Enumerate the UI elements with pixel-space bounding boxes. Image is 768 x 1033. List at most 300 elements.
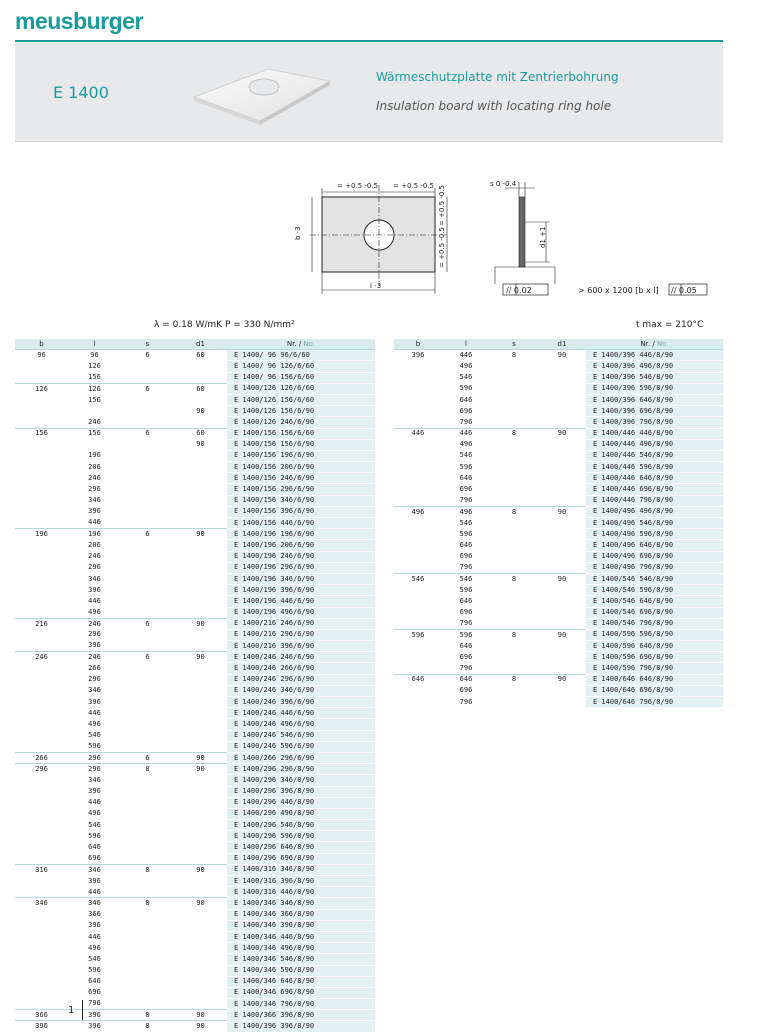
table-row: [15, 372, 375, 383]
cell-nr: E 1400/216 246/6/90: [227, 618, 375, 629]
cell-d1: [174, 797, 227, 808]
cell-nr: E 1400/496 796/8/90: [586, 562, 723, 573]
table-row: [15, 641, 375, 652]
cell-s: [121, 394, 174, 405]
cell-d1: 90: [538, 629, 586, 640]
cell-nr: E 1400/346 696/8/90: [227, 987, 375, 998]
cell-d1: [538, 372, 586, 383]
col-l: l: [68, 339, 121, 350]
cell-l: 546: [442, 573, 490, 584]
table-row: [15, 976, 375, 987]
cell-b: [15, 551, 68, 562]
cell-nr: E 1400/446 796/8/90: [586, 495, 723, 506]
cell-d1: [174, 999, 227, 1010]
cell-b: [15, 976, 68, 987]
cell-s: [121, 417, 174, 428]
cell-s: 6: [121, 428, 174, 439]
cell-nr: E 1400/156 446/6/90: [227, 518, 375, 529]
cell-nr: E 1400/296 396/8/90: [227, 786, 375, 797]
cell-nr: E 1400/126 126/6/60: [227, 383, 375, 394]
table-row: [394, 506, 723, 517]
table-row: [15, 685, 375, 696]
table-row: [15, 406, 375, 417]
cell-l: 206: [88, 540, 101, 549]
table-row: [394, 406, 723, 417]
cell-nr: E 1400/346 446/8/90: [227, 931, 375, 942]
cell-nr: E 1400/396 646/8/90: [586, 394, 723, 405]
cell-d1: [538, 641, 586, 652]
cell-l: 796: [459, 663, 473, 672]
cell-b: [394, 439, 442, 450]
cell-nr: E 1400/546 796/8/90: [586, 618, 723, 629]
cell-s: [121, 450, 174, 461]
table-row: [394, 585, 723, 596]
cell-d1: [538, 551, 586, 562]
cell-l: [68, 439, 121, 450]
b-dimension: b -3: [294, 226, 302, 240]
top-tol-left: = +0.5 -0.5: [337, 182, 378, 190]
cell-b: 96: [15, 350, 68, 361]
cell-s: [490, 439, 538, 450]
cell-l: 296: [88, 563, 101, 572]
cell-l: 796: [88, 999, 101, 1008]
cell-d1: 90: [174, 618, 227, 629]
cell-l: 796: [459, 417, 473, 426]
table-row: [15, 697, 375, 708]
cell-s: [490, 406, 538, 417]
cell-nr: E 1400/196 196/6/90: [227, 529, 375, 540]
table-row: [394, 462, 723, 473]
table-row: [15, 898, 375, 909]
cell-b: [15, 887, 68, 898]
cell-s: [490, 596, 538, 607]
cell-d1: [174, 719, 227, 730]
cell-d1: [538, 697, 586, 708]
cell-b: [15, 462, 68, 473]
cell-l: 156: [88, 372, 101, 381]
cell-d1: [174, 820, 227, 831]
cell-l: 196: [68, 529, 121, 540]
cell-s: [490, 618, 538, 629]
cell-l: 156: [88, 395, 101, 404]
cell-b: [394, 551, 442, 562]
cell-b: [394, 484, 442, 495]
cell-l: 596: [88, 966, 101, 975]
title-english: Insulation board with locating ring hole: [376, 99, 612, 113]
table-row: [394, 607, 723, 618]
cell-d1: [538, 473, 586, 484]
cell-b: [394, 540, 442, 551]
cell-b: [394, 618, 442, 629]
cell-b: [15, 585, 68, 596]
table-row: [15, 484, 375, 495]
cell-l: 496: [459, 361, 473, 370]
cell-l: 346: [88, 775, 101, 784]
cell-l: 596: [459, 529, 473, 538]
cell-b: [15, 775, 68, 786]
cell-nr: E 1400/316 396/8/90: [227, 876, 375, 887]
cell-s: [121, 909, 174, 920]
cell-s: [121, 629, 174, 640]
cell-b: [394, 417, 442, 428]
cell-s: [121, 741, 174, 752]
cell-d1: [538, 596, 586, 607]
cell-nr: E 1400/296 346/8/90: [227, 775, 375, 786]
cell-b: [15, 495, 68, 506]
cell-nr: E 1400/396 596/8/90: [586, 383, 723, 394]
cell-nr: E 1400/346 796/8/90: [227, 999, 375, 1010]
table-row: [15, 808, 375, 819]
cell-l: 396: [88, 697, 101, 706]
cell-nr: E 1400/126 246/6/90: [227, 417, 375, 428]
table-row: [394, 618, 723, 629]
cell-d1: [174, 943, 227, 954]
cell-s: [121, 853, 174, 864]
cell-d1: 90: [174, 764, 227, 775]
cell-s: 8: [490, 428, 538, 439]
cell-s: [490, 641, 538, 652]
table-row: [15, 573, 375, 584]
cell-b: [15, 987, 68, 998]
cell-nr: E 1400/246 446/6/90: [227, 708, 375, 719]
cell-d1: [174, 887, 227, 898]
cell-b: 156: [15, 428, 68, 439]
cell-s: [490, 450, 538, 461]
cell-s: [121, 842, 174, 853]
cell-d1: [174, 954, 227, 965]
cell-nr: E 1400/446 696/8/90: [586, 484, 723, 495]
cell-l: 596: [459, 384, 473, 393]
table-row: [394, 641, 723, 652]
cell-l: 346: [88, 686, 101, 695]
cell-nr: E 1400/296 546/8/90: [227, 820, 375, 831]
cell-l: 496: [442, 506, 490, 517]
cell-d1: 90: [538, 674, 586, 685]
cell-l: 646: [442, 674, 490, 685]
cell-d1: [174, 394, 227, 405]
cell-b: [15, 943, 68, 954]
cell-b: [394, 529, 442, 540]
table-row: [394, 663, 723, 674]
cell-l: 396: [88, 507, 101, 516]
cell-s: [490, 518, 538, 529]
table-row: [394, 652, 723, 663]
cell-nr: E 1400/216 296/6/90: [227, 629, 375, 640]
table-row: [15, 618, 375, 629]
cell-s: [121, 976, 174, 987]
s-dimension: s 0 -0.4: [490, 180, 517, 188]
cell-b: [394, 462, 442, 473]
cell-nr: E 1400/266 296/6/90: [227, 752, 375, 763]
cell-l: 496: [88, 607, 101, 616]
col-b: b: [15, 339, 68, 350]
cell-nr: E 1400/156 296/6/90: [227, 484, 375, 495]
cell-l: 396: [88, 641, 101, 650]
cell-b: [15, 954, 68, 965]
cell-b: [394, 607, 442, 618]
cell-nr: E 1400/646 646/8/90: [586, 674, 723, 685]
cell-d1: [538, 518, 586, 529]
cell-s: [121, 775, 174, 786]
table-row: [15, 887, 375, 898]
cell-nr: E 1400/196 296/6/90: [227, 562, 375, 573]
cell-d1: [174, 987, 227, 998]
table-row: [15, 462, 375, 473]
cell-nr: E 1400/296 596/8/90: [227, 831, 375, 842]
cell-s: [121, 920, 174, 931]
cell-s: [121, 808, 174, 819]
cell-d1: [174, 540, 227, 551]
cell-s: 8: [490, 674, 538, 685]
cell-d1: [538, 585, 586, 596]
technical-drawing: [0, 0, 768, 320]
cell-d1: 90: [174, 1010, 227, 1021]
cell-b: 196: [15, 529, 68, 540]
cell-d1: [174, 931, 227, 942]
col-s: s: [121, 339, 174, 350]
cell-d1: 90: [538, 428, 586, 439]
table-row: [15, 797, 375, 808]
cell-s: 8: [121, 1021, 174, 1032]
cell-b: 126: [15, 383, 68, 394]
cell-s: 8: [490, 506, 538, 517]
cell-b: [15, 999, 68, 1010]
cell-d1: 90: [174, 652, 227, 663]
cell-d1: [174, 674, 227, 685]
cell-nr: E 1400/156 396/6/90: [227, 506, 375, 517]
cell-l: 446: [88, 798, 101, 807]
table-row: [15, 1021, 375, 1032]
table-row: [15, 708, 375, 719]
plate-side-view: [519, 197, 525, 267]
cell-s: [121, 540, 174, 551]
cell-s: 8: [121, 864, 174, 875]
cell-b: [394, 406, 442, 417]
cell-nr: E 1400/396 446/8/90: [586, 350, 723, 361]
cell-l: 156: [68, 428, 121, 439]
table-row: [15, 417, 375, 428]
cell-b: 216: [15, 618, 68, 629]
cell-l: 546: [88, 731, 101, 740]
cell-nr: E 1400/246 246/6/90: [227, 652, 375, 663]
table-row: [15, 920, 375, 931]
cell-nr: E 1400/246 596/6/90: [227, 741, 375, 752]
cell-d1: [174, 551, 227, 562]
cell-l: 396: [68, 1021, 121, 1032]
table-row: [394, 383, 723, 394]
cell-nr: E 1400/596 696/8/90: [586, 652, 723, 663]
cell-l: 396: [88, 921, 101, 930]
cell-b: [15, 641, 68, 652]
cell-nr: E 1400/316 346/8/90: [227, 864, 375, 875]
cell-s: 8: [121, 1010, 174, 1021]
cell-b: [15, 663, 68, 674]
cell-d1: 90: [538, 350, 586, 361]
cell-b: [15, 719, 68, 730]
cell-nr: E 1400/446 596/8/90: [586, 462, 723, 473]
cell-nr: E 1400/446 546/8/90: [586, 450, 723, 461]
cell-l: 346: [88, 496, 101, 505]
cell-s: [121, 518, 174, 529]
flatness-value-1: // 0.02: [506, 286, 532, 295]
cell-l: 296: [68, 764, 121, 775]
cell-l: 696: [459, 552, 473, 561]
table-row: [15, 495, 375, 506]
col-s: s: [490, 339, 538, 350]
cell-s: [490, 462, 538, 473]
cell-s: [121, 607, 174, 618]
material-properties: λ = 0.18 W/mK P = 330 N/mm²: [154, 320, 295, 330]
cell-s: [121, 462, 174, 473]
cell-l: 496: [88, 719, 101, 728]
table-row: [15, 943, 375, 954]
cell-b: [394, 697, 442, 708]
cell-d1: [174, 909, 227, 920]
max-temperature: t max = 210°C: [636, 320, 704, 330]
cell-b: 366: [15, 1010, 68, 1021]
cell-s: [121, 506, 174, 517]
cell-d1: [174, 965, 227, 976]
cell-l: 596: [459, 585, 473, 594]
cell-nr: E 1400/246 296/6/90: [227, 674, 375, 685]
cell-s: [121, 965, 174, 976]
cell-l: 446: [88, 932, 101, 941]
cell-nr: E 1400/296 496/8/90: [227, 808, 375, 819]
cell-d1: [174, 663, 227, 674]
cell-l: 206: [88, 462, 101, 471]
table-row: [394, 596, 723, 607]
cell-b: [15, 697, 68, 708]
cell-nr: E 1400/346 496/8/90: [227, 943, 375, 954]
cell-s: [490, 652, 538, 663]
table-row: [15, 361, 375, 372]
cell-nr: E 1400/156 156/6/60: [227, 428, 375, 439]
cell-b: [394, 394, 442, 405]
cell-s: [490, 484, 538, 495]
cell-nr: E 1400/346 366/8/90: [227, 909, 375, 920]
cell-d1: 90: [174, 529, 227, 540]
cell-b: [394, 473, 442, 484]
cell-b: [15, 808, 68, 819]
cell-d1: [538, 562, 586, 573]
cell-b: 646: [394, 674, 442, 685]
cell-s: [121, 585, 174, 596]
cell-s: [121, 987, 174, 998]
cell-nr: E 1400/596 596/8/90: [586, 629, 723, 640]
cell-nr: E 1400/446 646/8/90: [586, 473, 723, 484]
cell-b: [15, 473, 68, 484]
cell-nr: E 1400/496 496/8/90: [586, 506, 723, 517]
cell-d1: [174, 417, 227, 428]
cell-nr: E 1400/246 546/6/90: [227, 730, 375, 741]
cell-b: [15, 786, 68, 797]
cell-d1: [174, 607, 227, 618]
cell-d1: [538, 450, 586, 461]
table-row: [15, 719, 375, 730]
cell-l: 496: [88, 809, 101, 818]
cell-d1: [174, 596, 227, 607]
cell-s: [121, 708, 174, 719]
table-row: [15, 864, 375, 875]
cell-d1: [538, 484, 586, 495]
table-row: [15, 450, 375, 461]
cell-l: 696: [459, 652, 473, 661]
cell-d1: [174, 562, 227, 573]
table-row: [394, 629, 723, 640]
table-row: [394, 540, 723, 551]
cell-s: [121, 931, 174, 942]
cell-s: [490, 585, 538, 596]
table-row: [15, 674, 375, 685]
cell-s: [121, 573, 174, 584]
cell-s: [490, 372, 538, 383]
table-row: [394, 562, 723, 573]
cell-b: [15, 708, 68, 719]
cell-l: 246: [88, 417, 101, 426]
table-row: [15, 607, 375, 618]
cell-b: [15, 876, 68, 887]
cell-b: [15, 596, 68, 607]
cell-s: [490, 685, 538, 696]
cell-nr: E 1400/196 496/6/90: [227, 607, 375, 618]
cell-s: [121, 674, 174, 685]
cell-b: 316: [15, 864, 68, 875]
cell-s: [121, 439, 174, 450]
cell-b: [394, 518, 442, 529]
cell-nr: E 1400/196 446/6/90: [227, 596, 375, 607]
table-row: [394, 394, 723, 405]
table-row: [394, 674, 723, 685]
cell-b: 446: [394, 428, 442, 439]
cell-l: 546: [88, 954, 101, 963]
cell-d1: 60: [174, 350, 227, 361]
cell-b: [15, 607, 68, 618]
cell-nr: E 1400/396 396/8/90: [227, 1021, 375, 1032]
cell-nr: E 1400/646 696/8/90: [586, 685, 723, 696]
cell-d1: [174, 808, 227, 819]
cell-b: [15, 965, 68, 976]
table-row: [15, 529, 375, 540]
cell-nr: E 1400/546 696/8/90: [586, 607, 723, 618]
cell-l: 646: [459, 596, 473, 605]
cell-nr: E 1400/396 546/8/90: [586, 372, 723, 383]
cell-l: 796: [459, 563, 473, 572]
cell-b: [15, 674, 68, 685]
cell-nr: E 1400/196 246/6/90: [227, 551, 375, 562]
cell-b: [15, 853, 68, 864]
cell-d1: [174, 506, 227, 517]
cell-l: 126: [88, 361, 101, 370]
cell-l: 696: [459, 686, 473, 695]
table-row: [15, 506, 375, 517]
cell-b: 496: [394, 506, 442, 517]
cell-d1: [538, 361, 586, 372]
cell-d1: [174, 361, 227, 372]
cell-nr: E 1400/596 796/8/90: [586, 663, 723, 674]
cell-nr: E 1400/446 496/8/90: [586, 439, 723, 450]
cell-d1: [174, 876, 227, 887]
cell-b: [394, 383, 442, 394]
cell-l: 246: [88, 473, 101, 482]
cell-s: 8: [121, 764, 174, 775]
cell-s: 6: [121, 652, 174, 663]
cell-nr: E 1400/546 596/8/90: [586, 585, 723, 596]
col-nr: Nr. / No.: [227, 339, 375, 350]
cell-b: [394, 562, 442, 573]
col-nr: Nr. / No.: [586, 339, 723, 350]
table-row: [15, 596, 375, 607]
table-row: [394, 529, 723, 540]
